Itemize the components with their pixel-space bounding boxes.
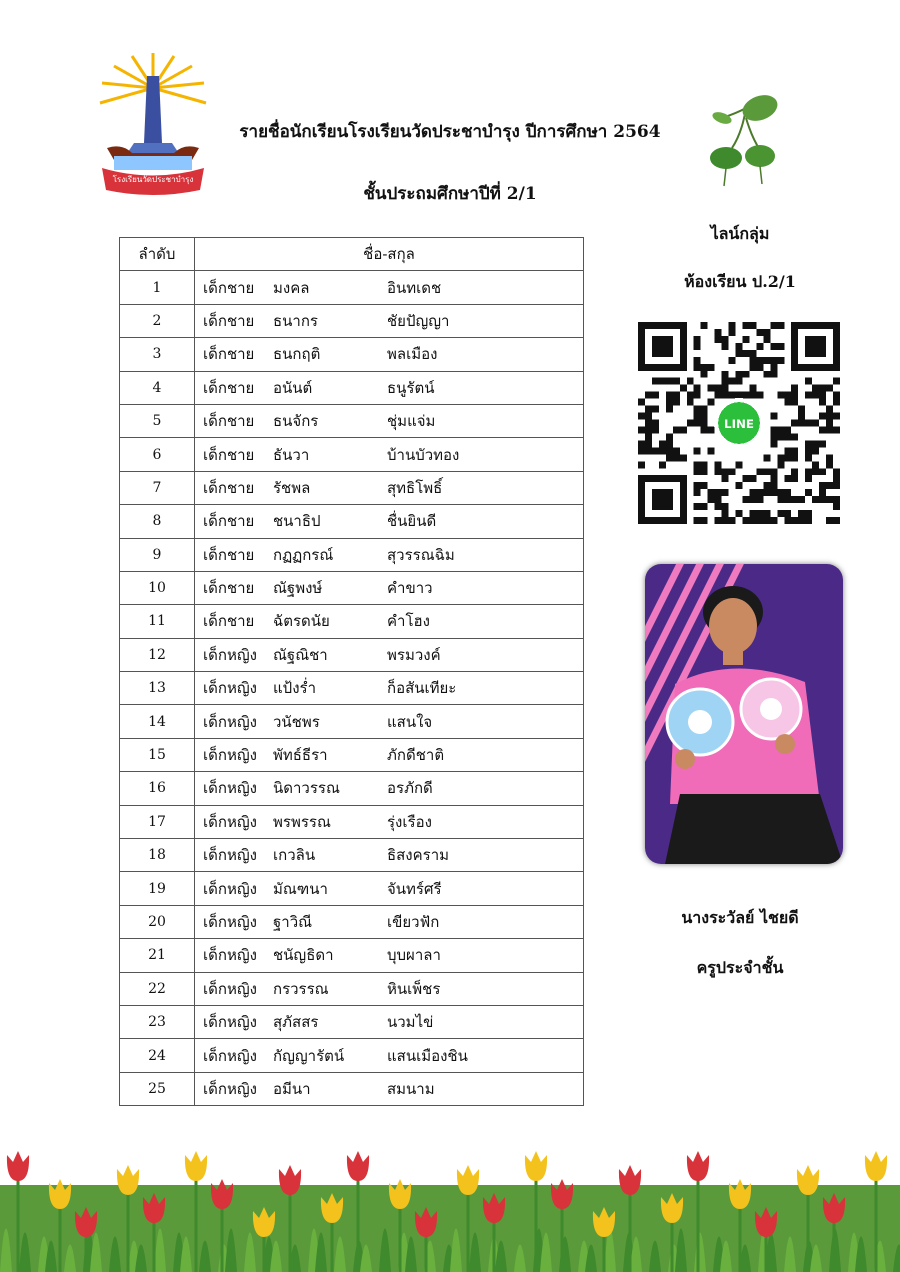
last-name: คำขาว xyxy=(387,579,433,598)
page-title: รายชื่อนักเรียนโรงเรียนวัดประชาบำรุง ปีการศึกษา 2564 xyxy=(239,122,661,142)
row-number: 6 xyxy=(120,438,195,471)
student-name-cell xyxy=(195,939,584,972)
first-name: มงคล xyxy=(273,278,310,297)
student-name-cell xyxy=(195,972,584,1005)
student-name-cell xyxy=(195,1072,584,1105)
row-number: 17 xyxy=(120,805,195,838)
table-row xyxy=(120,538,584,571)
row-number: 4 xyxy=(120,371,195,404)
table-body xyxy=(120,271,584,1106)
name-prefix: เด็กหญิง xyxy=(203,913,257,931)
student-name-cell xyxy=(195,1005,584,1038)
name-prefix: เด็กหญิง xyxy=(203,1079,257,1098)
qr-code-icon[interactable] xyxy=(638,322,840,524)
student-name-cell xyxy=(195,404,584,437)
table-row xyxy=(120,338,584,371)
first-name: พรพรรณ xyxy=(273,812,331,831)
row-number: 8 xyxy=(120,505,195,538)
name-prefix: เด็กชาย xyxy=(203,445,255,464)
student-name-cell xyxy=(195,839,584,872)
last-name: อรภักดี xyxy=(387,779,433,798)
name-prefix: เด็กชาย xyxy=(203,512,255,531)
name-prefix: เด็กหญิง xyxy=(203,679,257,698)
row-number: 1 xyxy=(120,271,195,304)
first-name: กรวรรณ xyxy=(273,979,329,998)
row-number: 24 xyxy=(120,1039,195,1072)
table-row xyxy=(120,905,584,938)
row-number: 5 xyxy=(120,404,195,437)
name-prefix: เด็กชาย xyxy=(203,612,255,631)
last-name: สุทธิโพธิ์ xyxy=(387,478,443,497)
row-number: 19 xyxy=(120,872,195,905)
teacher-name: นางระวัลย์ ไชยดี xyxy=(681,908,799,927)
page-subtitle: ชั้นประถมศึกษาปีที่ 2/1 xyxy=(363,184,537,204)
row-number: 25 xyxy=(120,1072,195,1105)
table-row xyxy=(120,271,584,304)
student-name-cell xyxy=(195,638,584,671)
table-row xyxy=(120,1039,584,1072)
row-number: 20 xyxy=(120,905,195,938)
table-row xyxy=(120,471,584,504)
table-row xyxy=(120,772,584,805)
table-row xyxy=(120,1005,584,1038)
header-name: ชื่อ-สกุล xyxy=(195,238,584,271)
row-number: 22 xyxy=(120,972,195,1005)
last-name: ชัยปัญญา xyxy=(387,311,450,330)
name-prefix: เด็กหญิง xyxy=(203,946,257,965)
name-prefix: เด็กหญิง xyxy=(203,879,257,898)
last-name: จันทร์ศรี xyxy=(387,879,442,898)
row-number: 14 xyxy=(120,705,195,738)
last-name: ภักดีชาติ xyxy=(387,746,445,765)
first-name: ณัฐณิชา xyxy=(273,645,328,664)
row-number: 15 xyxy=(120,738,195,771)
student-name-cell xyxy=(195,471,584,504)
student-name-cell xyxy=(195,1039,584,1072)
row-number: 9 xyxy=(120,538,195,571)
name-prefix: เด็กหญิง xyxy=(203,979,257,998)
last-name: บ้านบัวทอง xyxy=(387,445,460,464)
first-name: ณัฐพงษ์ xyxy=(273,579,323,598)
student-name-cell xyxy=(195,605,584,638)
first-name: เกวลิน xyxy=(273,846,316,865)
name-prefix: เด็กชาย xyxy=(203,579,255,598)
last-name: คำโฮง xyxy=(387,612,430,631)
row-number: 23 xyxy=(120,1005,195,1038)
first-name: วนัชพร xyxy=(273,712,320,731)
line-logo-icon xyxy=(714,398,764,448)
first-name: ชนาธิป xyxy=(273,512,321,531)
last-name: หินเพ็ชร xyxy=(387,979,441,998)
table-row xyxy=(120,738,584,771)
table-row xyxy=(120,939,584,972)
last-name: รุ่งเรือง xyxy=(387,812,432,831)
student-name-cell xyxy=(195,371,584,404)
row-number: 13 xyxy=(120,672,195,705)
row-number: 3 xyxy=(120,338,195,371)
row-number: 10 xyxy=(120,571,195,604)
student-table xyxy=(119,237,584,1106)
name-prefix: เด็กชาย xyxy=(203,345,255,364)
last-name: พรมวงค์ xyxy=(387,645,441,664)
table-row xyxy=(120,872,584,905)
row-number: 2 xyxy=(120,304,195,337)
first-name: สุภัสสร xyxy=(273,1013,319,1032)
row-number: 21 xyxy=(120,939,195,972)
table-row xyxy=(120,1072,584,1105)
first-name: รัชพล xyxy=(273,478,311,497)
first-name: ชนัญธิดา xyxy=(273,946,334,965)
line-badge: LINE xyxy=(724,416,754,431)
header-no: ลำดับ xyxy=(120,238,195,271)
name-prefix: เด็กหญิง xyxy=(203,1013,257,1032)
row-number: 16 xyxy=(120,772,195,805)
student-name-cell xyxy=(195,338,584,371)
row-number: 12 xyxy=(120,638,195,671)
first-name: แป้งร่ำ xyxy=(273,679,316,698)
last-name: เขียวฟัก xyxy=(387,913,440,931)
table-row xyxy=(120,805,584,838)
name-prefix: เด็กชาย xyxy=(203,278,255,297)
student-name-cell xyxy=(195,505,584,538)
table-row xyxy=(120,839,584,872)
first-name: กัญญารัตน์ xyxy=(273,1046,345,1065)
name-prefix: เด็กชาย xyxy=(203,478,255,497)
name-prefix: เด็กหญิง xyxy=(203,846,257,865)
name-prefix: เด็กชาย xyxy=(203,412,255,431)
name-prefix: เด็กหญิง xyxy=(203,779,257,798)
first-name: ธนกฤติ xyxy=(273,345,321,364)
table-row xyxy=(120,571,584,604)
name-prefix: เด็กหญิง xyxy=(203,812,257,831)
table-header-row xyxy=(120,238,584,271)
row-number: 7 xyxy=(120,471,195,504)
tulip-border-image xyxy=(0,1125,900,1272)
student-name-cell xyxy=(195,571,584,604)
student-name-cell xyxy=(195,304,584,337)
table-row xyxy=(120,304,584,337)
table-row xyxy=(120,972,584,1005)
table-row xyxy=(120,605,584,638)
table-row xyxy=(120,404,584,437)
first-name: ฐาวิณี xyxy=(273,913,313,931)
last-name: ธิสงคราม xyxy=(387,846,450,865)
first-name: มัณฑนา xyxy=(273,879,328,898)
logo-text: โรงเรียนวัดประชาบำรุง xyxy=(112,175,194,184)
table-row xyxy=(120,505,584,538)
last-name: สมนาม xyxy=(387,1079,435,1098)
table-row xyxy=(120,371,584,404)
name-prefix: เด็กชาย xyxy=(203,378,255,397)
last-name: ก็อสันเทียะ xyxy=(387,679,457,698)
first-name: พัทธ์ธีรา xyxy=(273,746,328,765)
first-name: ธนจักร xyxy=(273,412,319,431)
table-row xyxy=(120,438,584,471)
student-name-cell xyxy=(195,738,584,771)
student-name-cell xyxy=(195,905,584,938)
last-name: ธนูรัตน์ xyxy=(387,378,435,397)
classroom-label: ห้องเรียน ป.2/1 xyxy=(684,272,796,291)
last-name: อินทเดช xyxy=(387,278,442,297)
first-name: อนันต์ xyxy=(273,378,313,397)
teacher-photo xyxy=(645,564,843,864)
name-prefix: เด็กหญิง xyxy=(203,712,257,731)
last-name: นวมไข่ xyxy=(387,1013,434,1032)
name-prefix: เด็กชาย xyxy=(203,545,255,564)
last-name: พลเมือง xyxy=(387,345,438,364)
student-name-cell xyxy=(195,772,584,805)
last-name: บุบผาลา xyxy=(387,946,441,965)
first-name: นิดาวรรณ xyxy=(273,779,340,798)
last-name: แสนเมืองชิน xyxy=(387,1046,468,1065)
student-name-cell xyxy=(195,271,584,304)
first-name: ธันวา xyxy=(273,445,310,464)
name-prefix: เด็กหญิง xyxy=(203,1046,257,1065)
first-name: กฏฏกรณ์ xyxy=(273,545,334,564)
first-name: ธนากร xyxy=(273,311,318,330)
student-name-cell xyxy=(195,805,584,838)
student-name-cell xyxy=(195,538,584,571)
last-name: แสนใจ xyxy=(387,712,433,731)
last-name: สุวรรณฉิม xyxy=(387,545,455,564)
row-number: 11 xyxy=(120,605,195,638)
student-name-cell xyxy=(195,438,584,471)
row-number: 18 xyxy=(120,839,195,872)
last-name: ชื่นยินดี xyxy=(387,512,437,531)
table-row xyxy=(120,672,584,705)
line-group-label: ไลน์กลุ่ม xyxy=(710,224,770,243)
student-name-cell xyxy=(195,705,584,738)
plant-icon xyxy=(702,88,790,188)
table-row xyxy=(120,638,584,671)
student-name-cell xyxy=(195,872,584,905)
first-name: ฉัตรดนัย xyxy=(273,612,330,631)
name-prefix: เด็กชาย xyxy=(203,311,255,330)
teacher-role: ครูประจำชั้น xyxy=(696,958,784,977)
school-logo-icon xyxy=(92,48,214,198)
name-prefix: เด็กหญิง xyxy=(203,746,257,765)
student-name-cell xyxy=(195,672,584,705)
name-prefix: เด็กหญิง xyxy=(203,645,257,664)
table-row xyxy=(120,705,584,738)
first-name: อมีนา xyxy=(273,1079,311,1098)
last-name: ชุ่มแจ่ม xyxy=(387,412,436,431)
